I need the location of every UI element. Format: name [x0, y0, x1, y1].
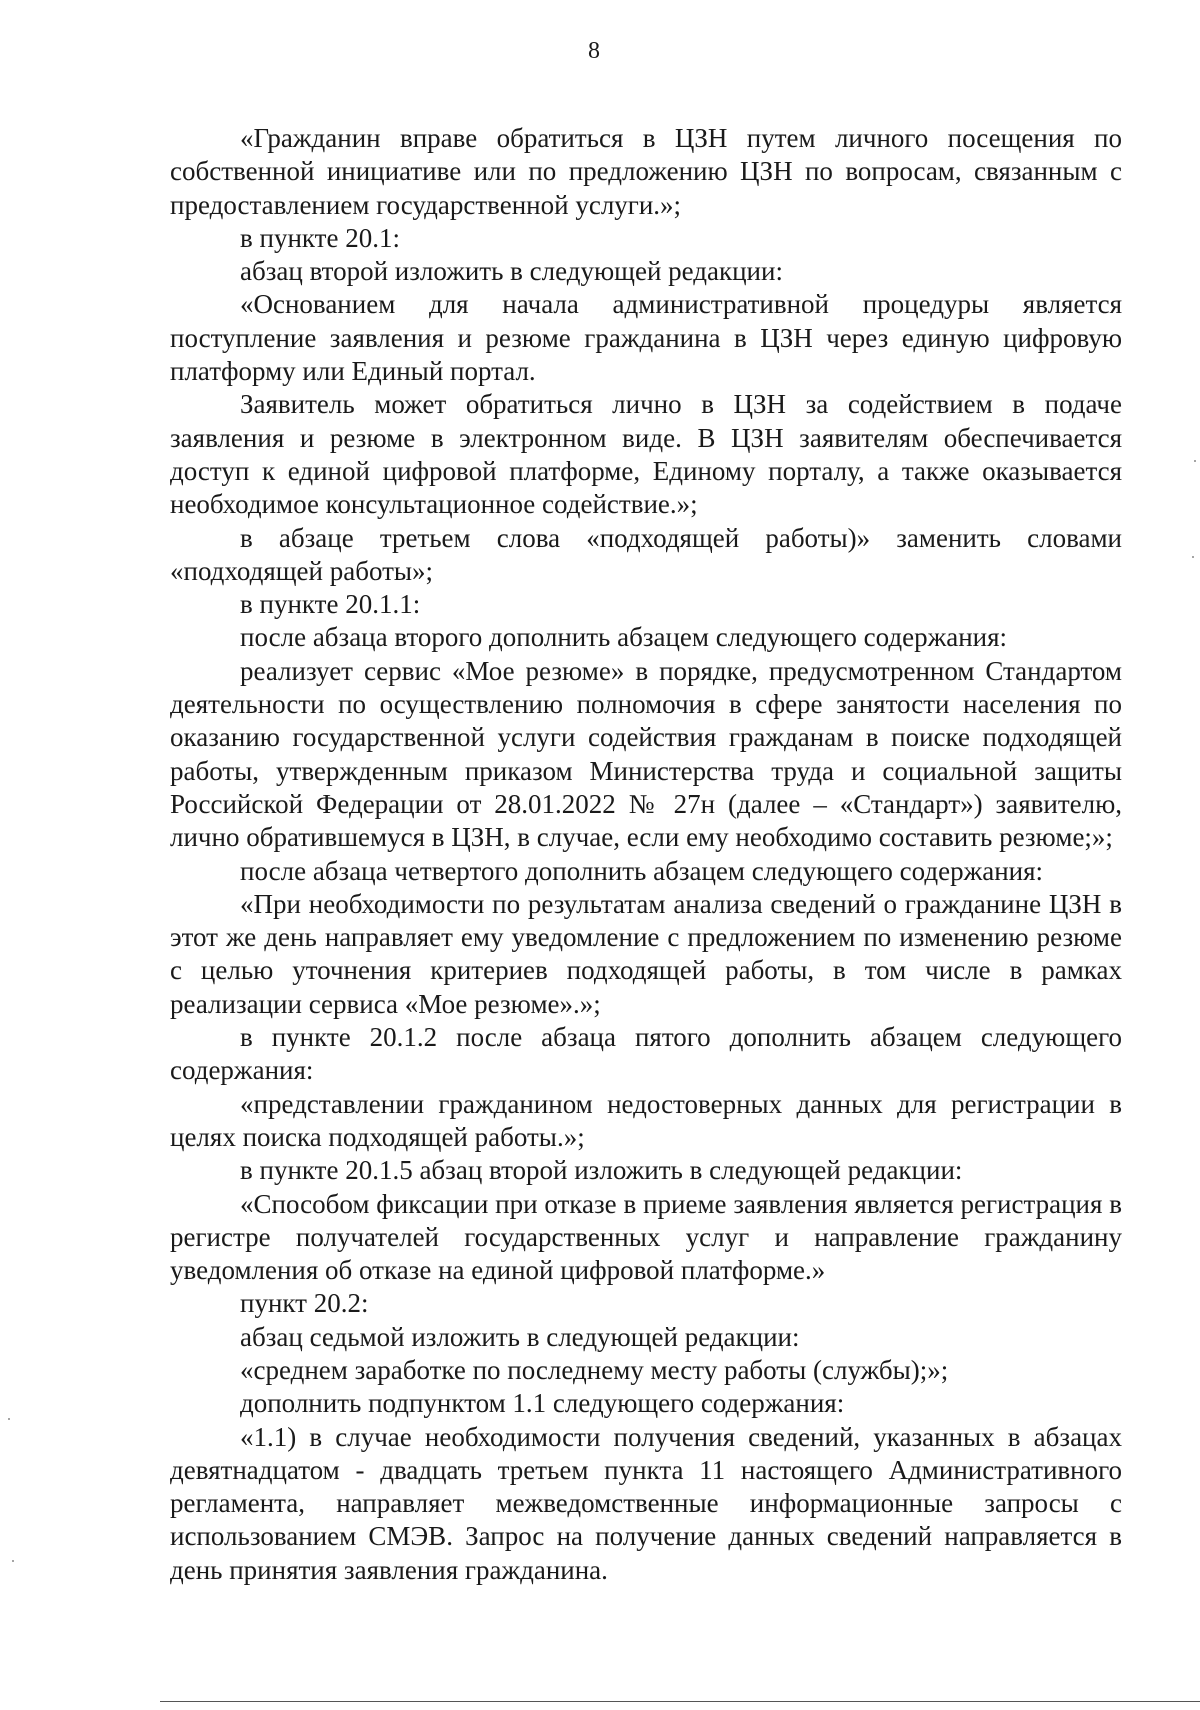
paragraph: после абзаца четвертого дополнить абзацем следующего содержания: — [240, 855, 1044, 886]
paragraph: в абзаце третьем слова «подходящей работы)» заменить словами «подходящей работы»; — [170, 522, 1122, 586]
paragraph: после абзаца второго дополнить абзацем следующего содержания: — [240, 622, 1008, 653]
paragraph: «Гражданин вправе обратиться в ЦЗН путем личного посещения по собственной инициативе или по предложению ЦЗН по вопросам, связанным с предоставлением государственной услуги.»; — [170, 123, 1122, 220]
paragraph: в пункте 20.1.1: — [240, 589, 421, 620]
paragraph: «Основанием для начала административной процедуры является поступление заявления и резюме гражданина в ЦЗН через единую цифровую платформу или Единый портал. — [170, 289, 1122, 387]
scan-speck — [8, 1418, 10, 1420]
paragraph: реализует сервис «Мое резюме» в порядке, предусмотренном Стандартом деятельности по осуществлению полномочия в сфере занятости населения по оказанию государственной услуги содействия гражданам в поиске подходящей работы, утвержденным приказом Министерства труда и социальной защиты Российской Федерации от 28.01.2022 № 27н (далее – «Стандарт») заявителю, лично обратившемуся в ЦЗН, в случае, если ему необходимо составить резюме;»; — [170, 655, 1122, 853]
paragraph: абзац седьмой изложить в следующей редакции: — [240, 1321, 800, 1352]
paragraph: в пункте 20.1: — [240, 222, 400, 253]
paragraph: Заявитель может обратиться лично в ЦЗН за содействием в подаче заявления и резюме в электронном виде. В ЦЗН заявителям обеспечивается доступ к единой цифровой платформе, Единому порталу, а также оказывается необходимое консультационное содействие.»; — [170, 389, 1122, 520]
paragraph: абзац второй изложить в следующей редакции: — [240, 256, 783, 287]
paragraph: в пункте 20.1.2 после абзаца пятого дополнить абзацем следующего содержания: — [170, 1022, 1122, 1086]
page-number: 8 — [588, 38, 600, 64]
paragraph: «среднем заработке по последнему месту работы (службы);»; — [240, 1354, 949, 1385]
page-bottom-edge — [160, 1701, 1200, 1702]
paragraph: дополнить подпунктом 1.1 следующего содержания: — [240, 1388, 845, 1419]
paragraph: «представлении гражданином недостоверных данных для регистрации в целях поиска подходящей работы.»; — [170, 1088, 1122, 1152]
scan-speck — [1194, 460, 1196, 462]
document-body — [170, 122, 1122, 1587]
paragraph: пункт 20.2: — [240, 1288, 369, 1319]
scan-speck — [12, 1560, 14, 1562]
paragraph: в пункте 20.1.5 абзац второй изложить в следующей редакции: — [240, 1155, 963, 1186]
scan-speck — [1192, 556, 1194, 558]
paragraph: «При необходимости по результатам анализа сведений о гражданине ЦЗН в этот же день направляет ему уведомление с предложением по изменению резюме с целью уточнения критериев подходящей работы, в том числе в рамках реализации сервиса «Мое резюме».»; — [170, 888, 1122, 1019]
paragraph: «1.1) в случае необходимости получения сведений, указанных в абзацах девятнадцатом - двадцать третьем пункта 11 настоящего Административного регламента, направляет межведомственные информационные запросы с использованием СМЭВ. Запрос на получение данных сведений направляется в день принятия заявления гражданина. — [170, 1421, 1122, 1585]
paragraph: «Способом фиксации при отказе в приеме заявления является регистрация в регистре получателей государственных услуг и направление гражданину уведомления об отказе на единой цифровой платформе.» — [170, 1188, 1122, 1286]
